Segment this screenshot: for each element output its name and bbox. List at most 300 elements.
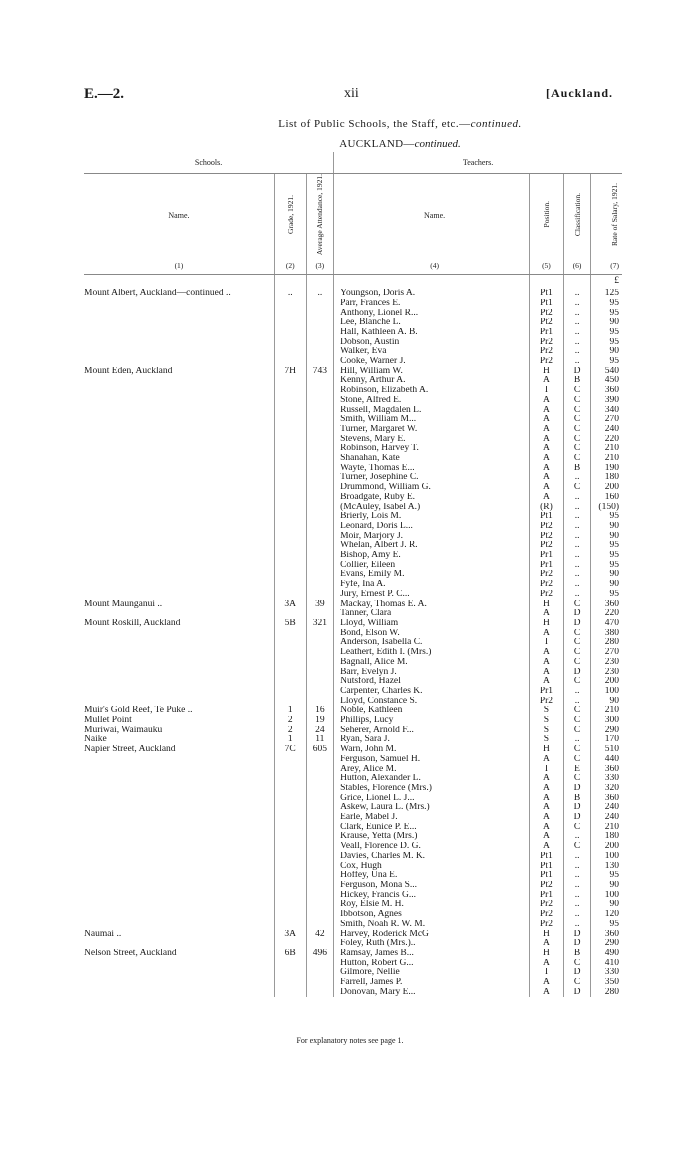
grade-cell — [274, 309, 306, 319]
school-name-cell — [84, 988, 274, 998]
attendance-cell — [306, 794, 334, 804]
table-row — [84, 726, 622, 736]
salary-cell: 220 — [591, 435, 622, 445]
table-row — [84, 668, 622, 678]
attendance-cell — [306, 580, 334, 590]
school-name-cell — [84, 503, 274, 513]
position-cell: A — [530, 648, 564, 658]
table-row — [84, 299, 622, 309]
classification-cell: C — [563, 454, 591, 464]
teacher-name-cell: Stables, Florence (Mrs.) — [334, 784, 530, 794]
grade-cell — [274, 900, 306, 910]
grade-cell: 3A — [274, 930, 306, 940]
classification-cell: .. — [563, 920, 591, 930]
table-row — [84, 755, 622, 765]
school-name-cell — [84, 541, 274, 551]
table-row — [84, 803, 622, 813]
grade-cell — [274, 629, 306, 639]
school-name-cell — [84, 454, 274, 464]
table-row — [84, 735, 622, 745]
salary-cell: 270 — [591, 648, 622, 658]
classification-cell: C — [563, 444, 591, 454]
classification-cell: .. — [563, 900, 591, 910]
teacher-name-cell: (McAuley, Isabel A.) — [334, 503, 530, 513]
teacher-name-cell: Warn, John M. — [334, 745, 530, 755]
classification-cell: C — [563, 415, 591, 425]
grade-cell — [274, 803, 306, 813]
teacher-name-cell: Roy, Elsie M. H. — [334, 900, 530, 910]
teacher-name-cell: Ibbotson, Agnes — [334, 910, 530, 920]
salary-cell: 240 — [591, 813, 622, 823]
salary-cell: 380 — [591, 629, 622, 639]
attendance-cell — [306, 968, 334, 978]
attendance-cell: 605 — [306, 745, 334, 755]
grade-cell — [274, 532, 306, 542]
salary-cell: 450 — [591, 376, 622, 386]
salary-cell: 100 — [591, 852, 622, 862]
teacher-name-cell: Seherer, Arnold F... — [334, 726, 530, 736]
classification-cell: .. — [563, 328, 591, 338]
school-name-cell — [84, 823, 274, 833]
table-row — [84, 910, 622, 920]
table-row — [84, 289, 622, 299]
grade-cell — [274, 910, 306, 920]
teacher-name-cell: Gilmore, Nellie — [334, 968, 530, 978]
table-row — [84, 473, 622, 483]
classification-cell: C — [563, 406, 591, 416]
col-classification: Classification. — [563, 174, 591, 258]
classification-cell: .. — [563, 891, 591, 901]
position-cell: A — [530, 959, 564, 969]
grade-cell — [274, 522, 306, 532]
position-cell: A — [530, 629, 564, 639]
classification-cell: .. — [563, 881, 591, 891]
classification-cell: .. — [563, 338, 591, 348]
school-name-cell — [84, 299, 274, 309]
school-name-cell — [84, 512, 274, 522]
table-row — [84, 444, 622, 454]
table-row — [84, 493, 622, 503]
attendance-cell — [306, 687, 334, 697]
position-cell: Pr2 — [530, 900, 564, 910]
teacher-name-cell: Walker, Eva — [334, 347, 530, 357]
table-row — [84, 551, 622, 561]
position-cell: Pr2 — [530, 357, 564, 367]
classification-cell: .. — [563, 357, 591, 367]
table-row — [84, 512, 622, 522]
attendance-cell: 24 — [306, 726, 334, 736]
position-cell: A — [530, 444, 564, 454]
classification-cell: .. — [563, 532, 591, 542]
attendance-cell — [306, 939, 334, 949]
classification-cell: D — [563, 668, 591, 678]
attendance-cell — [306, 299, 334, 309]
col-salary: Rate of Salary, 1921. — [591, 174, 622, 258]
table-row — [84, 852, 622, 862]
classification-cell: C — [563, 638, 591, 648]
salary-cell: 300 — [591, 716, 622, 726]
grade-cell: 7H — [274, 367, 306, 377]
position-cell: I — [530, 638, 564, 648]
attendance-cell — [306, 638, 334, 648]
teacher-name-cell: Grice, Lionel L. J... — [334, 794, 530, 804]
position-cell: Pr2 — [530, 347, 564, 357]
school-name-cell — [84, 687, 274, 697]
salary-cell: 540 — [591, 367, 622, 377]
col-num: (7) — [591, 257, 622, 275]
grade-cell — [274, 658, 306, 668]
grade-cell: 1 — [274, 735, 306, 745]
position-cell: I — [530, 386, 564, 396]
salary-cell: 360 — [591, 765, 622, 775]
salary-cell: 210 — [591, 823, 622, 833]
position-cell: Pr1 — [530, 561, 564, 571]
school-name-cell — [84, 473, 274, 483]
grade-cell — [274, 988, 306, 998]
attendance-cell — [306, 483, 334, 493]
table-row — [84, 580, 622, 590]
salary-cell: 95 — [591, 338, 622, 348]
position-cell: Pt1 — [530, 871, 564, 881]
salary-cell: 90 — [591, 697, 622, 707]
school-name-cell — [84, 415, 274, 425]
grade-cell — [274, 541, 306, 551]
salary-cell: 95 — [591, 541, 622, 551]
attendance-cell — [306, 454, 334, 464]
teacher-name-cell: Ramsay, James B... — [334, 949, 530, 959]
table-row — [84, 949, 622, 959]
table-row — [84, 658, 622, 668]
position-cell: I — [530, 765, 564, 775]
attendance-cell — [306, 512, 334, 522]
table-row — [84, 376, 622, 386]
attendance-cell — [306, 978, 334, 988]
grade-cell — [274, 638, 306, 648]
school-name-cell — [84, 900, 274, 910]
school-name-cell — [84, 386, 274, 396]
position-cell: A — [530, 677, 564, 687]
school-name-cell: Naike — [84, 735, 107, 745]
salary-cell: 100 — [591, 891, 622, 901]
classification-cell: C — [563, 978, 591, 988]
grade-cell — [274, 648, 306, 658]
attendance-cell — [306, 503, 334, 513]
classification-cell: .. — [563, 852, 591, 862]
grade-cell — [274, 347, 306, 357]
classification-cell: .. — [563, 473, 591, 483]
position-cell: A — [530, 803, 564, 813]
attendance-cell — [306, 493, 334, 503]
teacher-name-cell: Bagnall, Alice M. — [334, 658, 530, 668]
school-name-cell — [84, 978, 274, 988]
classification-cell: .. — [563, 318, 591, 328]
classification-cell: C — [563, 396, 591, 406]
school-name-cell — [84, 338, 274, 348]
classification-cell: .. — [563, 551, 591, 561]
teacher-name-cell: Evans, Emily M. — [334, 570, 530, 580]
grade-cell — [274, 939, 306, 949]
school-name-cell — [84, 328, 274, 338]
grade-cell — [274, 425, 306, 435]
teacher-name-cell: Drummond, William G. — [334, 483, 530, 493]
school-name-cell — [84, 551, 274, 561]
position-cell: Pr1 — [530, 687, 564, 697]
teachers-group-header: Teachers. — [334, 152, 622, 174]
table-row — [84, 920, 622, 930]
classification-cell: .. — [563, 735, 591, 745]
classification-cell: C — [563, 435, 591, 445]
classification-cell: .. — [563, 697, 591, 707]
attendance-cell — [306, 318, 334, 328]
grade-cell — [274, 415, 306, 425]
table-row — [84, 338, 622, 348]
teacher-name-cell: Hoffey, Una E. — [334, 871, 530, 881]
grade-cell: 7C — [274, 745, 306, 755]
salary-cell: 95 — [591, 299, 622, 309]
attendance-cell — [306, 629, 334, 639]
classification-cell: .. — [563, 862, 591, 872]
grade-cell — [274, 697, 306, 707]
salary-cell: 210 — [591, 444, 622, 454]
position-cell: S — [530, 726, 564, 736]
salary-cell: 95 — [591, 590, 622, 600]
school-name-cell — [84, 444, 274, 454]
col-num: (2) — [274, 257, 306, 275]
salary-cell: 130 — [591, 862, 622, 872]
classification-cell: D — [563, 930, 591, 940]
grade-cell — [274, 794, 306, 804]
teacher-name-cell: Hall, Kathleen A. B. — [334, 328, 530, 338]
attendance-cell: 11 — [306, 735, 334, 745]
salary-cell: 200 — [591, 842, 622, 852]
salary-cell: 90 — [591, 881, 622, 891]
position-cell: A — [530, 435, 564, 445]
school-name-cell — [84, 939, 274, 949]
page-subtitle: AUCKLAND—continued. — [339, 138, 461, 150]
attendance-cell — [306, 891, 334, 901]
school-name-cell — [84, 891, 274, 901]
grade-cell — [274, 755, 306, 765]
schools-group-header: Schools. — [84, 152, 334, 174]
school-name-cell — [84, 357, 274, 367]
salary-cell: 330 — [591, 774, 622, 784]
attendance-cell — [306, 697, 334, 707]
salary-cell: 90 — [591, 570, 622, 580]
grade-cell: 3A — [274, 600, 306, 610]
classification-cell: .. — [563, 580, 591, 590]
school-name-cell — [84, 862, 274, 872]
attendance-cell — [306, 309, 334, 319]
attendance-cell — [306, 813, 334, 823]
school-name-cell: Nelson Street, Auckland — [84, 948, 177, 958]
salary-cell: 440 — [591, 755, 622, 765]
attendance-cell — [306, 376, 334, 386]
teacher-name-cell: Hill, William W. — [334, 367, 530, 377]
attendance-cell — [306, 386, 334, 396]
teacher-name-cell: Brierly, Lois M. — [334, 512, 530, 522]
salary-cell: 390 — [591, 396, 622, 406]
table-row — [84, 794, 622, 804]
teacher-name-cell: Hickey, Francis G... — [334, 891, 530, 901]
grade-cell: .. — [274, 289, 306, 299]
grade-cell: 2 — [274, 726, 306, 736]
position-cell: A — [530, 939, 564, 949]
position-cell: A — [530, 415, 564, 425]
classification-cell: C — [563, 726, 591, 736]
attendance-cell — [306, 473, 334, 483]
school-name-cell: Naumai .. — [84, 929, 122, 939]
grade-cell — [274, 512, 306, 522]
position-cell: H — [530, 745, 564, 755]
salary-cell: 230 — [591, 668, 622, 678]
grade-cell — [274, 493, 306, 503]
teacher-name-cell: Clark, Eunice P. E... — [334, 823, 530, 833]
position-cell: Pt2 — [530, 309, 564, 319]
classification-cell: B — [563, 794, 591, 804]
position-cell: Pt2 — [530, 541, 564, 551]
attendance-cell: 19 — [306, 716, 334, 726]
teacher-name-cell: Lee, Blanche L. — [334, 318, 530, 328]
teacher-name-cell: Carpenter, Charles K. — [334, 687, 530, 697]
position-cell: A — [530, 823, 564, 833]
classification-cell: .. — [563, 309, 591, 319]
school-name-cell — [84, 570, 274, 580]
teacher-name-cell: Leonard, Doris L... — [334, 522, 530, 532]
region-header: [Auckland. — [546, 86, 614, 100]
classification-cell: C — [563, 629, 591, 639]
grade-cell — [274, 570, 306, 580]
salary-cell: 330 — [591, 968, 622, 978]
grade-cell — [274, 871, 306, 881]
attendance-cell — [306, 920, 334, 930]
teacher-name-cell: Smith, Noah R. W. M. — [334, 920, 530, 930]
school-name-cell: Muriwai, Waimauku — [84, 725, 163, 735]
teacher-name-cell: Leathert, Edith I. (Mrs.) — [334, 648, 530, 658]
table-row — [84, 862, 622, 872]
attendance-cell: 743 — [306, 367, 334, 377]
attendance-cell: 42 — [306, 930, 334, 940]
school-name-cell — [84, 677, 274, 687]
school-name-cell — [84, 803, 274, 813]
attendance-cell — [306, 570, 334, 580]
table-row — [84, 328, 622, 338]
grade-cell — [274, 328, 306, 338]
position-cell: Pt2 — [530, 881, 564, 891]
grade-cell — [274, 978, 306, 988]
position-cell: A — [530, 406, 564, 416]
grade-cell — [274, 668, 306, 678]
school-name-cell: Muir's Gold Reef, Te Puke .. — [84, 706, 193, 716]
table-row — [84, 386, 622, 396]
classification-cell: C — [563, 842, 591, 852]
school-name-cell — [84, 609, 274, 619]
classification-cell: .. — [563, 570, 591, 580]
classification-cell: B — [563, 949, 591, 959]
salary-cell: (150) — [591, 503, 622, 513]
attendance-cell — [306, 328, 334, 338]
school-name-cell — [84, 318, 274, 328]
attendance-cell — [306, 532, 334, 542]
position-cell: Pr2 — [530, 338, 564, 348]
position-cell: Pr1 — [530, 328, 564, 338]
school-name-cell — [84, 697, 274, 707]
salary-cell: 360 — [591, 600, 622, 610]
teacher-name-cell: Donovan, Mary E... — [334, 988, 530, 998]
page-title: List of Public Schools, the Staff, etc.—continued. — [278, 118, 522, 130]
school-name-cell: Mount Roskill, Auckland — [84, 619, 181, 628]
grade-cell — [274, 687, 306, 697]
salary-cell: 95 — [591, 871, 622, 881]
teacher-name-cell: Collier, Eileen — [334, 561, 530, 571]
teacher-name-cell: Fyfe, Ina A. — [334, 580, 530, 590]
classification-cell: E — [563, 765, 591, 775]
teacher-name-cell: Anderson, Isabella C. — [334, 638, 530, 648]
grade-cell — [274, 813, 306, 823]
salary-cell: 360 — [591, 794, 622, 804]
table-row — [84, 813, 622, 823]
salary-cell: 210 — [591, 706, 622, 716]
school-name-cell — [84, 852, 274, 862]
salary-cell: 125 — [591, 289, 622, 299]
schools-staff-table — [84, 152, 622, 997]
teacher-name-cell: Shanahan, Kate — [334, 454, 530, 464]
salary-cell: 180 — [591, 832, 622, 842]
salary-cell: 90 — [591, 347, 622, 357]
school-name-cell — [84, 959, 274, 969]
salary-cell: 220 — [591, 609, 622, 619]
position-cell: Pt1 — [530, 289, 564, 299]
teacher-name-cell: Bishop, Amy E. — [334, 551, 530, 561]
grade-cell — [274, 862, 306, 872]
grade-cell — [274, 396, 306, 406]
teacher-name-cell: Phillips, Lucy — [334, 716, 530, 726]
salary-cell: 320 — [591, 784, 622, 794]
grade-cell — [274, 881, 306, 891]
position-cell: H — [530, 930, 564, 940]
classification-cell: D — [563, 784, 591, 794]
teacher-name-cell: Hutton, Alexander L. — [334, 774, 530, 784]
grade-cell — [274, 590, 306, 600]
school-name-cell — [84, 483, 274, 493]
classification-cell: .. — [563, 522, 591, 532]
table-row — [84, 765, 622, 775]
teacher-name-cell: Stevens, Mary E. — [334, 435, 530, 445]
school-name-cell: Mullet Point — [84, 716, 132, 726]
grade-cell — [274, 852, 306, 862]
teacher-name-cell: Jury, Ernest P. C... — [334, 590, 530, 600]
grade-cell — [274, 677, 306, 687]
table-row — [84, 978, 622, 988]
classification-cell: .. — [563, 493, 591, 503]
classification-cell: C — [563, 658, 591, 668]
salary-cell: 120 — [591, 910, 622, 920]
school-name-cell — [84, 638, 274, 648]
position-cell: Pr2 — [530, 920, 564, 930]
grade-cell — [274, 503, 306, 513]
salary-cell: 90 — [591, 900, 622, 910]
salary-cell: 410 — [591, 959, 622, 969]
salary-cell: 190 — [591, 464, 622, 474]
position-cell: H — [530, 949, 564, 959]
table-row — [84, 677, 622, 687]
attendance-cell — [306, 609, 334, 619]
table-row — [84, 619, 622, 629]
salary-cell: 95 — [591, 561, 622, 571]
grade-cell — [274, 318, 306, 328]
classification-cell: .. — [563, 512, 591, 522]
salary-cell: 160 — [591, 493, 622, 503]
table-row — [84, 706, 622, 716]
